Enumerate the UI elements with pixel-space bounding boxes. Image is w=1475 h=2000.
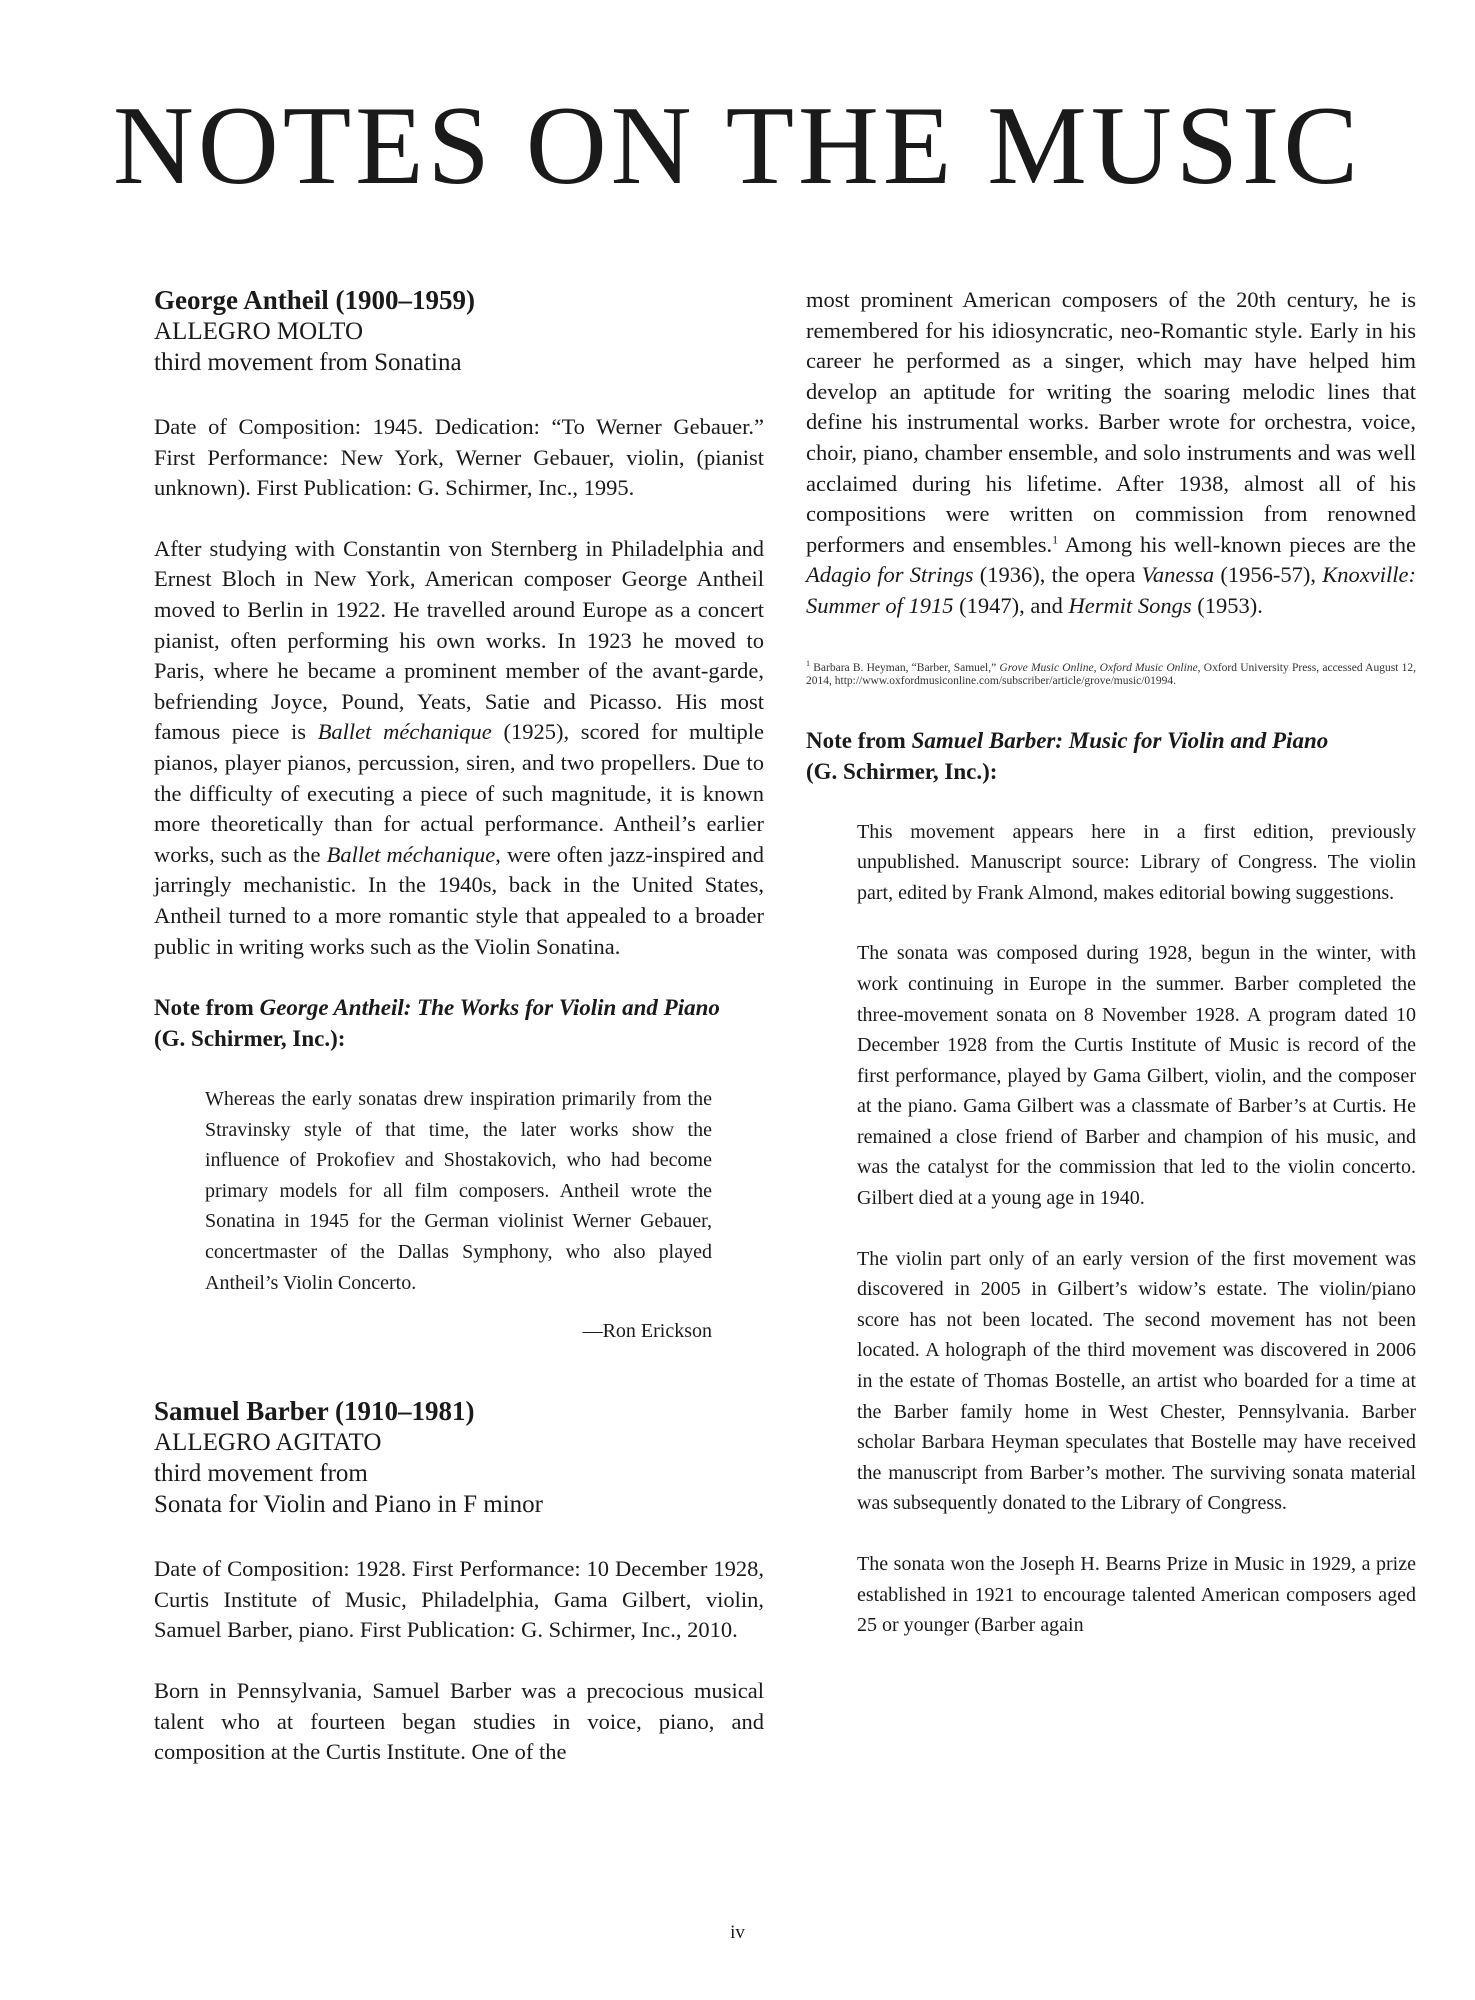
- barber-biography-start: Born in Pennsylvania, Samuel Barber was a precocious musical talent who at fourteen began studies in voice, piano, and composition at the Curtis Institute. One of the: [154, 1678, 764, 1765]
- barber-heading: [154, 1396, 764, 1520]
- antheil-biography: After studying with Constantin von Sternberg in Philadelphia and Ernest Bloch in New York, American composer George Antheil moved to Berlin in 1922. He travelled around Europe as a concert pianist, often performing his own works. In 1923 he moved to Paris, where he became a prominent member of the avant-garde, befriending Joyce, Pound, Yeats, Satie and Picasso. His most famous piece is Ballet méchanique (1925), scored for multiple pianos, player pianos, percussion, siren, and two propellers. Due to the difficulty of executing a piece of such magnitude, it is known more theoretically than for actual performance. Antheil’s earlier works, such as the Ballet méchanique, were often jazz-inspired and jarringly mechanistic. In the 1940s, back in the United States, Antheil turned to a more romantic style that appealed to a broader public in writing works such as the Violin Sonatina.: [154, 535, 764, 959]
- antheil-ballet-title-2: Ballet méchanique: [326, 841, 496, 867]
- page-title: NOTES ON THE MUSIC: [112, 84, 1363, 208]
- barber-piece-title: ALLEGRO AGITATO: [154, 1429, 382, 1457]
- barber-note-heading: Note from Samuel Barber: Music for Violin and Piano (G. Schirmer, Inc.):: [806, 727, 1329, 784]
- right-column: [806, 285, 1416, 1641]
- barber-note-paragraph-3: The violin part only of an early version of the first movement was discovered in 2005 in Gilbert’s widow’s estate. The violin/piano score has not been located. The second movement has not been located. A holograph of the third movement was discovered in 2006 in the estate of Thomas Bostelle, an artist who boarded for a time at the Barber family home in West Chester, Pennsylvania. Barber scholar Barbara Heyman speculates that Bostelle may have received the manuscript from Barber’s mother. The surviving sonata material was subsequently donated to the Library of Congress.: [857, 1247, 1416, 1515]
- antheil-ballet-title: Ballet méchanique: [317, 719, 492, 745]
- barber-sonata-title: Sonata for Violin and Piano in F minor: [154, 1491, 543, 1519]
- page-number: iv: [730, 1922, 745, 1943]
- barber-facts: Date of Composition: 1928. First Performance: 10 December 1928, Curtis Institute of Music, Philadelphia, Gama Gilbert, violin, Samuel Barber, piano. First Publication: G. Schirmer, Inc., 2010.: [154, 1556, 764, 1643]
- antheil-movement: third movement from Sonatina: [154, 349, 462, 376]
- antheil-note-quote: Whereas the early sonatas drew inspiration primarily from the Stravinsky style of that time, the later works show the influence of Prokofiev and Shostakovich, who had become primary models for all film composers. Antheil wrote the Sonatina in 1945 for the German violinist Werner Gebauer, concertmaster of the Dallas Symphony, who also played Antheil’s Violin Concerto.: [205, 1088, 712, 1294]
- barber-note-paragraph-4: The sonata won the Joseph H. Bearns Prize in Music in 1929, a prize established in 1921 to encourage talented American composers aged 25 or younger (Barber again: [857, 1553, 1416, 1637]
- barber-composer: Samuel Barber (1910–1981): [154, 1396, 475, 1427]
- footnote: $^1$ Barbara B. Heyman, “Barber, Samuel,” Grove Music Online, Oxford Music Online, Oxford University Press, accessed August 12, 2014, http://www.oxfordmusiconline.com/subscriber/article/grove/music/01994.: [806, 658, 1416, 688]
- antheil-note-attribution: —Ron Erickson: [582, 1320, 712, 1343]
- barber-note-paragraph-1: This movement appears here in a first edition, previously unpublished. Manuscript source: Library of Congress. The violin part, edited by Frank Almond, makes editorial bowing suggestions.: [857, 820, 1416, 904]
- antheil-piece-title: ALLEGRO MOLTO: [154, 318, 364, 345]
- antheil-heading: [154, 285, 764, 378]
- antheil-note-heading: Note from George Antheil: The Works for Violin and Piano (G. Schirmer, Inc.):: [154, 995, 720, 1052]
- antheil-facts: Date of Composition: 1945. Dedication: “To Werner Gebauer.” First Performance: New York, Werner Gebauer, violin, (pianist unknown). First Publication: G. Schirmer, Inc., 1995.: [154, 414, 764, 501]
- barber-biography-continued: most prominent American composers of the 20th century, he is remembered for his idiosyncratic, neo-Romantic style. Early in his career he performed as a singer, which may have helped him develop an aptitude for writing the soaring melodic lines that define his instrumental works. Barber wrote for orchestra, voice, choir, piano, chamber ensemble, and solo instruments and was well acclaimed during his lifetime. After 1938, almost all of his compositions were written on commission from renowned performers and ensembles.$^1$ Among his well-known pieces are the Adagio for Strings (1936), the opera Vanessa (1956-57), Knoxville: Summer of 1915 (1947), and Hermit Songs (1953).: [806, 287, 1416, 618]
- barber-note-paragraph-2: The sonata was composed during 1928, begun in the winter, with work continuing in Europe in the summer. Barber completed the three-movement sonata on 8 November 1928. A program dated 10 December 1928 from the Curtis Institute of Music is record of the first performance, played by Gama Gilbert, violin, and the composer at the piano. Gama Gilbert was a classmate of Barber’s at Curtis. He remained a close friend of Barber and champion of his music, and was the catalyst for the commission that led to the violin concerto. Gilbert died at a young age in 1940.: [857, 942, 1416, 1210]
- footnote-reference: 1: [1052, 532, 1059, 547]
- barber-movement: third movement from: [154, 1460, 368, 1488]
- antheil-composer: George Antheil (1900–1959): [154, 285, 475, 315]
- left-column: [154, 285, 764, 1768]
